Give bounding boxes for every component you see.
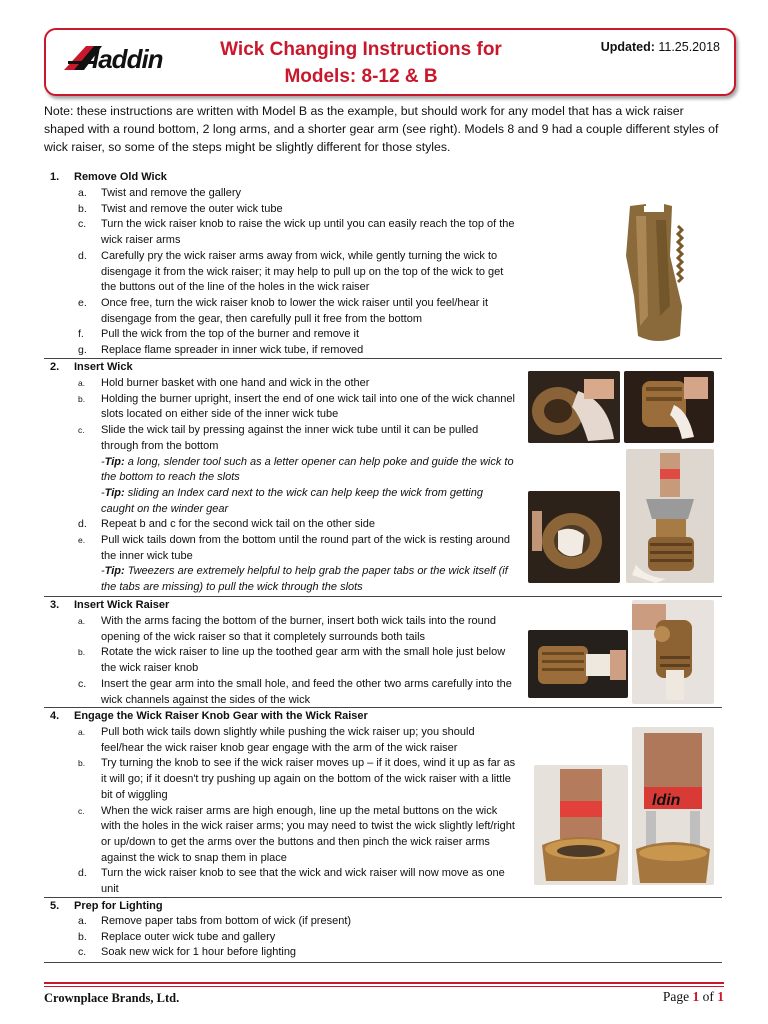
item-text: With the arms facing the bottom of the burner, insert both wick tails into the round opening of the wick raiser so that it completely surrounds both tails (101, 615, 496, 643)
section-items (78, 725, 518, 898)
item-letter: a. (78, 378, 86, 388)
section-heading (50, 171, 167, 183)
intro-note: Note: these instructions are written with Model B as the example, but should work for any model that has a wick raiser shaped with a round bottom, 2 long arms, and a shorter gear arm (see right). Models 8 and 9 had a couple different styles of wick raiser, so some of the steps might be slightly different for those styles. (44, 104, 719, 154)
section-heading (50, 361, 133, 373)
item-letter: a. (78, 727, 86, 737)
list-item (78, 614, 518, 645)
list-item (78, 376, 518, 392)
item-letter: e. (78, 535, 86, 546)
section-title: Remove Old Wick (74, 171, 167, 183)
item-letter: c. (78, 946, 87, 959)
wick-in-slot-photo (624, 371, 714, 443)
section-prep-lighting (44, 899, 722, 963)
section-heading (50, 900, 163, 912)
section-items (78, 614, 518, 708)
item-letter: f. (78, 328, 84, 341)
list-item (78, 756, 518, 803)
item-letter: a. (78, 616, 86, 626)
wick-installed-photo (626, 449, 714, 583)
footer-company: Crownplace Brands, Ltd. (44, 991, 180, 1005)
page-title (196, 36, 526, 90)
section-items (78, 186, 518, 359)
item-text: Insert the gear arm into the small hole, and feed the other two arms carefully into the wick channels against the sides of the wick (101, 677, 512, 706)
wick-raiser-photo (612, 196, 704, 346)
list-item (78, 945, 678, 961)
item-letter: d. (78, 249, 87, 262)
list-item (78, 202, 518, 218)
item-letter: b. (78, 202, 87, 215)
section-items (78, 914, 678, 961)
page-title-line1: Wick Changing Instructions for (220, 39, 502, 60)
item-text: Turn the wick raiser knob to see that the wick and wick raiser will now move as one unit (101, 867, 505, 896)
item-text: Rotate the wick raiser to line up the toothed gear arm with the small hole just below the wick raiser knob (101, 646, 506, 675)
section-title: Prep for Lighting (74, 900, 163, 912)
tip-body: Tweezers are extremely helpful to help grab the paper tabs or the wick itself (if the tabs are missing) to pull the wick through the slots (101, 565, 508, 594)
section-number: 2. (50, 361, 60, 373)
list-item (78, 217, 518, 248)
tip-label: Tip: (104, 565, 125, 578)
page-word: Page (662, 989, 690, 1004)
item-letter: e. (78, 296, 87, 309)
footer-divider (44, 982, 724, 984)
item-letter: d. (78, 867, 87, 880)
list-item (78, 645, 518, 676)
item-text: Remove paper tabs from bottom of wick (if present) (101, 915, 352, 927)
section-title: Insert Wick (74, 361, 133, 373)
item-letter: b. (78, 393, 86, 404)
section-number: 4. (50, 710, 60, 722)
item-text: Carefully pry the wick raiser arms away from wick, while gently turning the wick to disengage it from the wick raiser; it may help to pull up on the top of the wick to get the buttons out of the line of the holes in the wick raiser (101, 249, 504, 294)
logo-brand-text: laddin (92, 44, 163, 74)
item-text: Twist and remove the outer wick tube (101, 202, 283, 215)
aladdin-logo (64, 44, 184, 72)
item-text: Soak new wick for 1 hour before lighting (101, 946, 297, 959)
tip-label: Tip: (104, 455, 125, 468)
item-text: Turn the wick raiser knob to raise the wick up until you can easily reach the top of the wick raiser arms (101, 218, 515, 247)
list-item (78, 725, 518, 756)
item-text: Holding the burner upright, insert the end of one wick tail into one of the wick channel slots located on either side of the inner wick tube (101, 392, 515, 421)
list-item (78, 866, 518, 897)
list-item (78, 249, 518, 296)
item-text: Replace flame spreader in inner wick tube, if removed (101, 344, 364, 357)
item-letter: g. (78, 344, 87, 357)
list-item (78, 343, 518, 359)
list-item (78, 296, 518, 327)
updated-label: Updated: (600, 40, 655, 54)
section-title: Engage the Wick Raiser Knob Gear with the Wick Raiser (74, 710, 368, 722)
insert-raiser-photo (528, 630, 628, 698)
wick-through-bottom-photo (528, 491, 620, 583)
item-text: Slide the wick tail by pressing against the inner wick tube until it can be pulled through from the bottom (101, 424, 479, 452)
wick-logo-text: ldin (652, 792, 681, 809)
tip-label: Tip: (104, 486, 125, 499)
item-letter: a. (78, 187, 87, 199)
updated-date (601, 40, 720, 54)
item-letter: c. (78, 218, 87, 231)
page-total: 1 (717, 989, 724, 1004)
item-letter: c. (78, 677, 87, 690)
item-letter: c. (78, 805, 85, 816)
tip-text: -Tip: sliding an Index card next to the wick can help keep the wick from getting caught on the winder gear (101, 486, 483, 515)
list-item (78, 677, 518, 708)
item-text: Try turning the knob to see if the wick raiser moves up – if it does, wind it up as far as it will go; if it doesn't try pushing up again on the bottom of the wick raiser with a little bit of wiggling (101, 757, 516, 801)
section-number: 5. (50, 900, 60, 912)
item-text: Hold burner basket with one hand and wick in the other (101, 377, 370, 389)
tip-text: -Tip: a long, slender tool such as a letter opener can help poke and guide the wick to the bottom to reach the slots (101, 455, 514, 484)
list-item (78, 186, 518, 202)
section-heading (50, 599, 169, 611)
page-of: of (702, 989, 714, 1004)
header-box (44, 28, 736, 96)
section-items (78, 376, 518, 596)
section-title: Insert Wick Raiser (74, 599, 170, 611)
item-letter: a. (78, 915, 87, 927)
footer-divider-thin (44, 986, 724, 987)
section-heading (50, 710, 368, 722)
item-text: Replace outer wick tube and gallery (101, 930, 276, 943)
hold-burner-photo (528, 371, 620, 443)
item-text: When the wick raiser arms are high enough, line up the metal buttons on the wick with the holes in the wick raiser arms; you may need to twist the wick slightly left/right or up/down to get the arms over the buttons and then pinch the wick raiser arms against the wick to snap them in place (101, 804, 515, 864)
wick-with-logo-photo (632, 727, 714, 885)
item-letter: b. (78, 930, 87, 943)
list-item (78, 517, 518, 533)
item-text: Pull wick tails down from the bottom until the round part of the wick is resting around the inner wick tube (101, 534, 511, 562)
tip-body: sliding an Index card next to the wick can help keep the wick from getting caught on the winder gear (101, 486, 483, 515)
item-letter: c. (78, 425, 85, 436)
list-item (78, 327, 518, 343)
item-text: Pull both wick tails down slightly while pushing the wick raiser up; you should feel/hear the wick raiser knob gear engage with the arm of the wick raiser (101, 726, 475, 754)
section-insert-wick (44, 360, 722, 597)
item-letter: b. (78, 647, 86, 658)
list-item (78, 423, 518, 454)
gear-arm-photo (632, 600, 714, 704)
list-item (78, 930, 678, 946)
item-letter: b. (78, 758, 86, 769)
list-item (78, 804, 518, 867)
list-item (78, 914, 678, 930)
page-number (663, 989, 724, 1005)
section-number: 3. (50, 599, 60, 611)
page-current: 1 (692, 989, 700, 1004)
page-title-line2: Models: 8-12 & B (284, 66, 438, 87)
item-letter: d. (78, 518, 87, 531)
list-item (78, 392, 518, 423)
list-item (78, 533, 518, 564)
item-text: Pull the wick from the top of the burner and remove it (101, 328, 360, 341)
tip-text: -Tip: Tweezers are extremely helpful to help grab the paper tabs or the wick itself (if the tabs are missing) to pull the wick through the slots (101, 565, 508, 594)
section-number: 1. (50, 171, 60, 183)
item-text: Twist and remove the gallery (101, 187, 242, 199)
item-text: Repeat b and c for the second wick tail on the other side (101, 518, 375, 531)
updated-value: 11.25.2018 (658, 40, 720, 54)
tip-body: a long, slender tool such as a letter opener can help poke and guide the wick to the bottom to reach the slots (101, 455, 514, 484)
item-text: Once free, turn the wick raiser knob to lower the wick raiser until you feel/hear it disengage from the gear, then carefully pull it free from the bottom (101, 296, 489, 325)
engage-gear-photo (534, 765, 628, 885)
